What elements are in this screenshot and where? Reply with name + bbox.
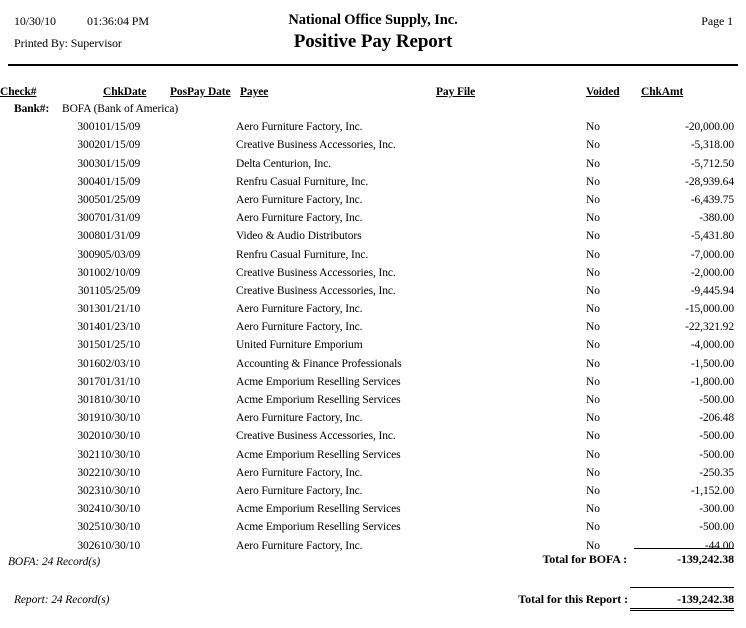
cell-check-number: 3002	[77, 139, 100, 152]
cell-pospay-date	[168, 242, 236, 260]
report-total-amount: -139,242.38	[630, 587, 734, 611]
cell-chk-amount: -1,800.00	[690, 375, 734, 388]
cell-check-number: 3009	[77, 248, 100, 261]
cell-pay-file	[436, 461, 586, 479]
cell-payee: Accounting & Finance Professionals	[236, 357, 402, 370]
cell-chk-amount: -250.35	[699, 466, 734, 479]
cell-check-number: 3001	[77, 121, 100, 134]
cell-pospay-date	[168, 424, 236, 442]
cell-chk-date: 10/30/10	[100, 466, 141, 479]
cell-voided: No	[586, 375, 600, 388]
bank-label: Bank#:	[14, 103, 50, 115]
cell-chk-date: 01/23/10	[100, 321, 141, 334]
cell-voided: No	[586, 321, 600, 334]
cell-pospay-date	[168, 188, 236, 206]
cell-chk-date: 10/30/10	[100, 412, 141, 425]
report-table-body	[0, 98, 734, 552]
cell-chk-amount: -500.00	[699, 448, 734, 461]
cell-payee: Aero Furniture Factory, Inc.	[236, 303, 363, 316]
cell-chk-amount: -300.00	[699, 503, 734, 516]
cell-chk-date: 01/15/09	[100, 121, 141, 134]
cell-payee: Aero Furniture Factory, Inc.	[236, 121, 363, 134]
cell-payee: Aero Furniture Factory, Inc.	[236, 193, 363, 206]
print-time: 01:36:04 PM	[87, 14, 149, 28]
cell-pospay-date	[168, 224, 236, 242]
table-row	[0, 115, 734, 133]
cell-chk-amount: -44.00	[704, 539, 734, 552]
cell-chk-date: 01/21/10	[100, 303, 141, 316]
cell-payee: Creative Business Accessories, Inc.	[236, 266, 396, 279]
cell-check-number: 3005	[77, 193, 100, 206]
cell-check-number: 3008	[77, 230, 100, 243]
cell-pay-file	[436, 170, 586, 188]
cell-voided: No	[586, 139, 600, 152]
cell-pospay-date	[168, 133, 236, 151]
cell-chk-amount: -7,000.00	[690, 248, 734, 261]
cell-pay-file	[436, 351, 586, 369]
cell-pay-file	[436, 497, 586, 515]
cell-payee: Aero Furniture Factory, Inc.	[236, 321, 363, 334]
cell-pay-file	[436, 315, 586, 333]
cell-check-number: 3023	[77, 484, 100, 497]
cell-check-number: 3021	[77, 448, 100, 461]
cell-pay-file	[436, 224, 586, 242]
cell-payee: Video & Audio Distributors	[236, 230, 362, 243]
bank-record-count: BOFA: 24 Record(s)	[8, 556, 101, 568]
cell-pospay-date	[168, 442, 236, 460]
cell-pay-file	[436, 279, 586, 297]
cell-chk-date: 10/30/10	[100, 484, 141, 497]
cell-pospay-date	[168, 261, 236, 279]
cell-payee: Acme Emporium Reselling Services	[236, 375, 401, 388]
cell-pay-file	[436, 424, 586, 442]
bank-total-amount: -139,242.38	[634, 548, 734, 567]
table-row	[0, 206, 734, 224]
table-row	[0, 151, 734, 169]
cell-pospay-date	[168, 388, 236, 406]
cell-pospay-date	[168, 170, 236, 188]
table-row	[0, 533, 734, 551]
cell-voided: No	[586, 412, 600, 425]
table-row	[0, 333, 734, 351]
column-header-payee: Payee	[240, 86, 269, 98]
column-header-pospay-date: PosPay Date	[170, 86, 231, 98]
table-row	[0, 461, 734, 479]
cell-pay-file	[436, 333, 586, 351]
table-row	[0, 261, 734, 279]
cell-chk-amount: -20,000.00	[685, 121, 734, 134]
cell-chk-date: 02/10/09	[100, 266, 141, 279]
cell-check-number: 3011	[77, 284, 100, 297]
table-row	[0, 388, 734, 406]
cell-chk-amount: -380.00	[699, 212, 734, 225]
page-number: Page 1	[701, 14, 733, 28]
cell-chk-amount: -5,712.50	[690, 157, 734, 170]
cell-pay-file	[436, 133, 586, 151]
cell-chk-date: 10/30/10	[100, 448, 141, 461]
column-header-pay-file: Pay File	[436, 86, 476, 98]
cell-payee: Creative Business Accessories, Inc.	[236, 430, 396, 443]
table-row	[0, 442, 734, 460]
cell-voided: No	[586, 121, 600, 134]
cell-pospay-date	[168, 406, 236, 424]
cell-chk-date: 05/03/09	[100, 248, 141, 261]
cell-payee: Aero Furniture Factory, Inc.	[236, 539, 363, 552]
table-row	[0, 133, 734, 151]
cell-payee: Acme Emporium Reselling Services	[236, 503, 401, 516]
cell-pay-file	[436, 261, 586, 279]
cell-pospay-date	[168, 333, 236, 351]
cell-check-number: 3017	[77, 375, 100, 388]
cell-payee: Acme Emporium Reselling Services	[236, 394, 401, 406]
cell-check-number: 3024	[77, 503, 100, 516]
bank-total-label: Total for BOFA :	[542, 552, 627, 566]
cell-chk-date: 02/03/10	[100, 357, 141, 370]
cell-pay-file	[436, 297, 586, 315]
company-title: National Office Supply, Inc.	[288, 12, 458, 28]
cell-payee: Renfru Casual Furniture, Inc.	[236, 248, 369, 261]
cell-check-number: 3026	[77, 539, 100, 552]
column-header-voided: Voided	[586, 86, 620, 98]
cell-pospay-date	[168, 479, 236, 497]
table-row	[0, 351, 734, 369]
column-header-chkdate: ChkDate	[103, 86, 147, 98]
cell-payee: Creative Business Accessories, Inc.	[236, 284, 396, 297]
cell-voided: No	[586, 448, 600, 461]
cell-payee: Renfru Casual Furniture, Inc.	[236, 175, 369, 188]
cell-pay-file	[436, 242, 586, 260]
cell-payee: Acme Emporium Reselling Services	[236, 448, 401, 461]
table-row	[0, 297, 734, 315]
cell-check-number: 3019	[77, 412, 100, 425]
cell-check-number: 3018	[77, 394, 100, 406]
cell-chk-amount: -1,152.00	[690, 484, 734, 497]
cell-check-number: 3013	[77, 303, 100, 316]
cell-pospay-date	[168, 370, 236, 388]
table-row	[0, 242, 734, 260]
cell-payee: Aero Furniture Factory, Inc.	[236, 466, 363, 479]
cell-pospay-date	[168, 351, 236, 369]
report-table	[0, 77, 734, 552]
cell-chk-date: 10/30/10	[100, 503, 141, 516]
cell-chk-amount: -28,939.64	[685, 175, 734, 188]
cell-pospay-date	[168, 279, 236, 297]
cell-payee: Aero Furniture Factory, Inc.	[236, 484, 363, 497]
cell-voided: No	[586, 175, 600, 188]
report-record-count: Report: 24 Record(s)	[14, 594, 110, 606]
cell-voided: No	[586, 357, 600, 370]
cell-chk-date: 01/15/09	[100, 139, 141, 152]
cell-pay-file	[436, 515, 586, 533]
cell-voided: No	[586, 484, 600, 497]
table-row	[0, 315, 734, 333]
cell-check-number: 3004	[77, 175, 100, 188]
cell-chk-date: 05/25/09	[100, 284, 141, 297]
table-row	[0, 515, 734, 533]
cell-pospay-date	[168, 497, 236, 515]
cell-voided: No	[586, 521, 600, 534]
cell-chk-date: 01/15/09	[100, 157, 141, 170]
column-header-chkamt: ChkAmt	[641, 86, 684, 98]
cell-voided: No	[586, 430, 600, 443]
cell-chk-date: 01/31/09	[100, 212, 141, 225]
cell-chk-amount: -15,000.00	[685, 303, 734, 316]
cell-chk-amount: -2,000.00	[690, 266, 734, 279]
cell-check-number: 3025	[77, 521, 100, 534]
cell-voided: No	[586, 266, 600, 279]
cell-voided: No	[586, 303, 600, 316]
table-header-row	[0, 77, 734, 98]
cell-chk-date: 10/30/10	[100, 521, 141, 534]
cell-chk-amount: -500.00	[699, 521, 734, 534]
cell-payee: United Furniture Emporium	[236, 339, 363, 352]
cell-pospay-date	[168, 151, 236, 169]
cell-check-number: 3003	[77, 157, 100, 170]
cell-chk-amount: -1,500.00	[690, 357, 734, 370]
cell-chk-date: 01/31/09	[100, 230, 141, 243]
cell-chk-date: 01/31/10	[100, 375, 141, 388]
cell-pospay-date	[168, 297, 236, 315]
cell-pospay-date	[168, 461, 236, 479]
cell-voided: No	[586, 394, 600, 406]
cell-pospay-date	[168, 533, 236, 551]
table-row	[0, 279, 734, 297]
cell-voided: No	[586, 212, 600, 225]
report-total-label: Total for this Report :	[518, 592, 628, 606]
cell-chk-amount: -4,000.00	[690, 339, 734, 352]
cell-pay-file	[436, 370, 586, 388]
cell-check-number: 3014	[77, 321, 100, 334]
cell-chk-date: 01/25/10	[100, 339, 141, 352]
cell-pay-file	[436, 479, 586, 497]
cell-voided: No	[586, 539, 600, 552]
cell-pospay-date	[168, 206, 236, 224]
cell-voided: No	[586, 503, 600, 516]
printed-by: Printed By: Supervisor	[14, 36, 122, 50]
cell-voided: No	[586, 157, 600, 170]
cell-voided: No	[586, 193, 600, 206]
cell-pay-file	[436, 188, 586, 206]
cell-check-number: 3007	[77, 212, 100, 225]
cell-chk-amount: -500.00	[699, 394, 734, 406]
table-row	[0, 188, 734, 206]
cell-voided: No	[586, 466, 600, 479]
cell-pay-file	[436, 151, 586, 169]
table-row	[0, 497, 734, 515]
cell-payee: Aero Furniture Factory, Inc.	[236, 412, 363, 425]
cell-check-number: 3015	[77, 339, 100, 352]
cell-pay-file	[436, 115, 586, 133]
table-row	[0, 224, 734, 242]
cell-payee: Aero Furniture Factory, Inc.	[236, 212, 363, 225]
cell-voided: No	[586, 248, 600, 261]
report-title: Positive Pay Report	[293, 31, 453, 52]
cell-check-number: 3010	[77, 266, 100, 279]
cell-chk-date: 10/30/10	[100, 539, 141, 552]
table-row	[0, 406, 734, 424]
cell-chk-amount: -206.48	[699, 412, 734, 425]
cell-chk-date: 01/15/09	[100, 175, 141, 188]
header-divider	[8, 64, 738, 66]
cell-voided: No	[586, 284, 600, 297]
cell-pay-file	[436, 206, 586, 224]
cell-chk-date: 01/25/09	[100, 193, 141, 206]
cell-pospay-date	[168, 515, 236, 533]
table-row	[0, 170, 734, 188]
cell-payee: Delta Centurion, Inc.	[236, 157, 331, 170]
table-row	[0, 424, 734, 442]
cell-pay-file	[436, 442, 586, 460]
cell-payee: Acme Emporium Reselling Services	[236, 521, 401, 534]
cell-chk-amount: -22,321.92	[685, 321, 734, 334]
cell-check-number: 3016	[77, 357, 100, 370]
cell-chk-amount: -6,439.75	[690, 193, 734, 206]
cell-voided: No	[586, 230, 600, 243]
bank-group-row	[0, 98, 734, 115]
cell-check-number: 3020	[77, 430, 100, 443]
cell-check-number: 3022	[77, 466, 100, 479]
cell-pay-file	[436, 533, 586, 551]
table-row	[0, 370, 734, 388]
cell-pay-file	[436, 406, 586, 424]
cell-pospay-date	[168, 115, 236, 133]
cell-pospay-date	[168, 315, 236, 333]
print-date: 10/30/10	[14, 14, 56, 28]
cell-chk-amount: -5,431.80	[690, 230, 734, 243]
cell-chk-amount: -5,318.00	[690, 139, 734, 152]
cell-chk-amount: -9,445.94	[690, 284, 734, 297]
cell-chk-date: 10/30/10	[100, 394, 141, 406]
cell-payee: Creative Business Accessories, Inc.	[236, 139, 396, 152]
table-row	[0, 479, 734, 497]
cell-chk-date: 10/30/10	[100, 430, 141, 443]
column-header-check: Check#	[0, 86, 37, 98]
cell-pay-file	[436, 388, 586, 406]
cell-chk-amount: -500.00	[699, 430, 734, 443]
cell-voided: No	[586, 339, 600, 352]
bank-name: BOFA (Bank of America)	[62, 103, 179, 115]
